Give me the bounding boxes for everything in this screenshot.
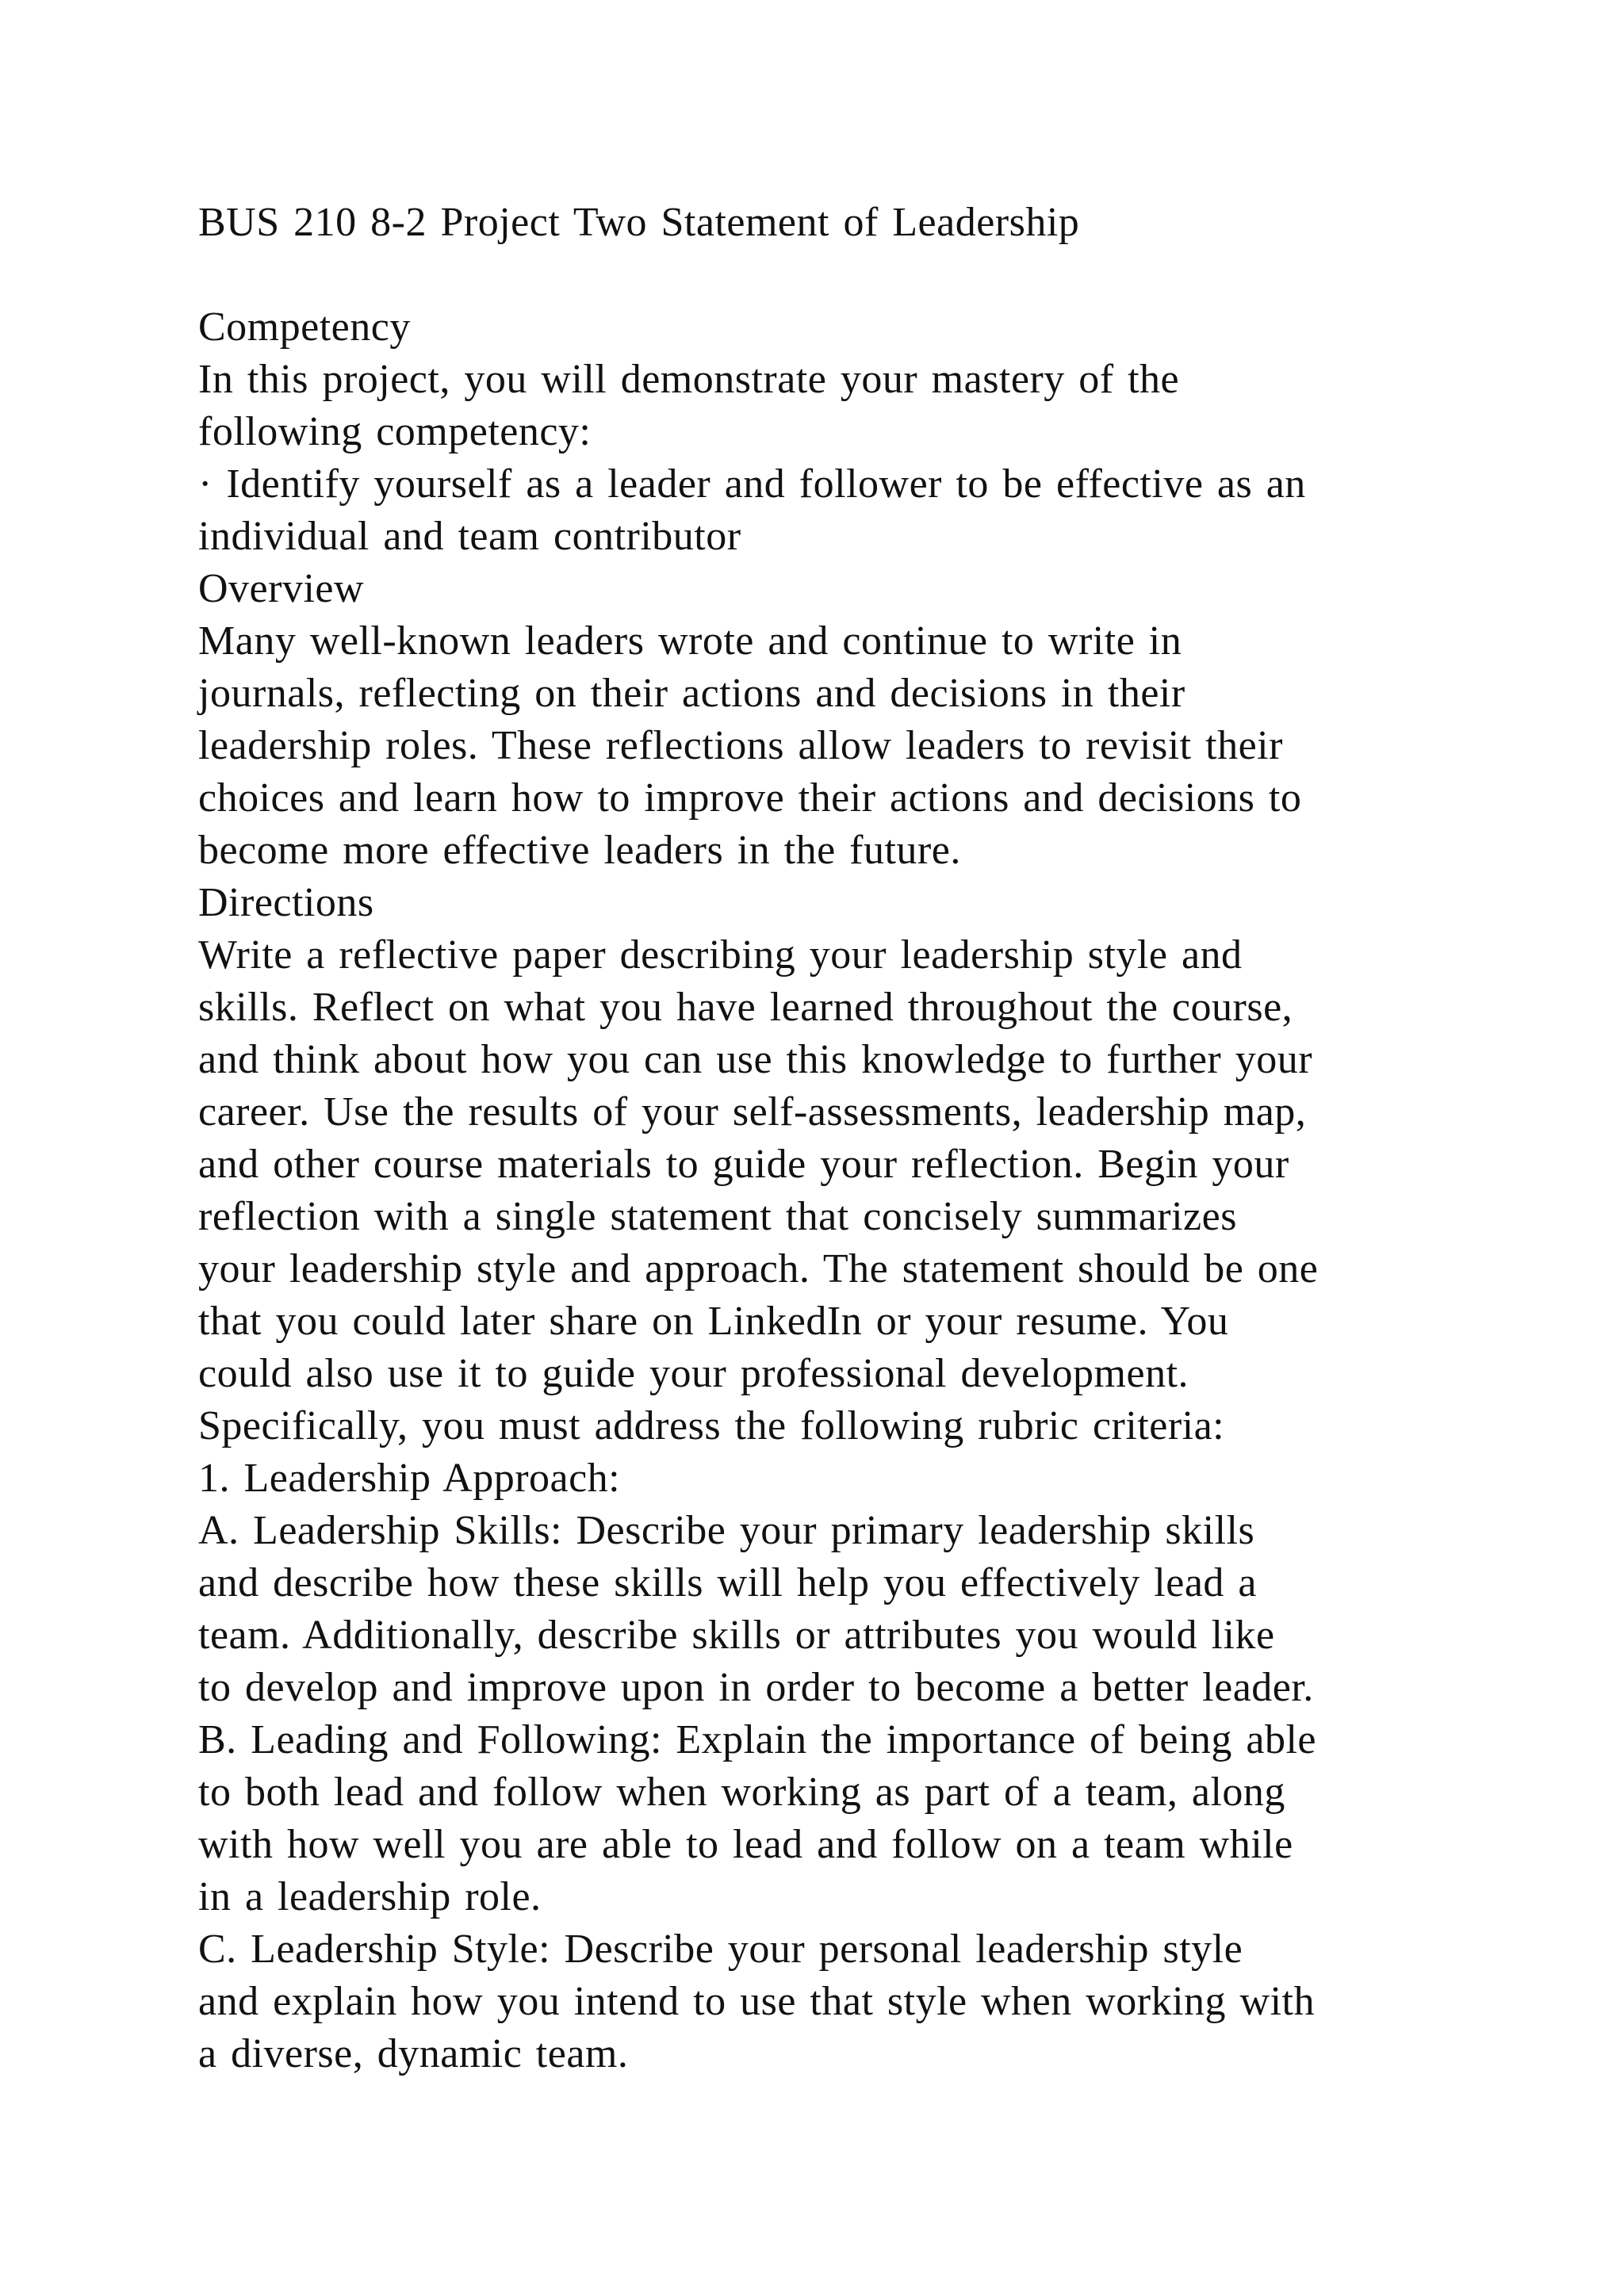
text-line: with how well you are able to lead and follow on a team while [198, 1822, 1293, 1867]
text-line: your leadership style and approach. The statement should be one [198, 1246, 1319, 1292]
text-line: and other course materials to guide your reflection. Begin your [198, 1142, 1289, 1187]
text-line: team. Additionally, describe skills or attributes you would like [198, 1613, 1275, 1658]
text-line: to both lead and follow when working as part of a team, along [198, 1770, 1285, 1815]
text-line: Many well-known leaders wrote and continue to write in [198, 618, 1182, 664]
text-line: Write a reflective paper describing your leadership style and [198, 932, 1243, 978]
text-line: could also use it to guide your professional development. [198, 1351, 1189, 1396]
text-line: career. Use the results of your self-assessments, leadership map, [198, 1089, 1307, 1135]
text-line: to develop and improve upon in order to become a better leader. [198, 1665, 1314, 1710]
text-line: and explain how you intend to use that style when working with [198, 1979, 1316, 2024]
heading-competency: Competency [198, 304, 411, 350]
criterion-a: A. Leadership Skills: Describe your primary leadership skills [198, 1508, 1255, 1553]
text-line: journals, reflecting on their actions and decisions in their [198, 671, 1185, 716]
heading-directions: Directions [198, 880, 374, 925]
list-heading: 1. Leadership Approach: [198, 1456, 621, 1501]
text-line: skills. Reflect on what you have learned throughout the course, [198, 985, 1293, 1030]
text-line: become more effective leaders in the future. [198, 828, 961, 873]
document-title: BUS 210 8-2 Project Two Statement of Leadership [198, 200, 1080, 245]
text-line: individual and team contributor [198, 514, 741, 559]
text-line: and think about how you can use this knowledge to further your [198, 1037, 1313, 1082]
text-line: choices and learn how to improve their actions and decisions to [198, 775, 1302, 821]
text-line: in a leadership role. [198, 1874, 542, 1919]
text-line: and describe how these skills will help you effectively lead a [198, 1560, 1257, 1605]
bullet-line: · Identify yourself as a leader and follower to be effective as an [198, 461, 1306, 507]
heading-overview: Overview [198, 566, 365, 611]
text-line: Specifically, you must address the following rubric criteria: [198, 1403, 1225, 1448]
text-line: In this project, you will demonstrate your mastery of the [198, 357, 1180, 402]
text-line: following competency: [198, 409, 592, 454]
criterion-b: B. Leading and Following: Explain the importance of being able [198, 1717, 1317, 1762]
text-line: reflection with a single statement that concisely summarizes [198, 1194, 1237, 1239]
text-line: leadership roles. These reflections allow leaders to revisit their [198, 723, 1283, 768]
criterion-c: C. Leadership Style: Describe your personal leadership style [198, 1927, 1243, 1972]
text-line: that you could later share on LinkedIn or your resume. You [198, 1299, 1229, 1344]
text-line: a diverse, dynamic team. [198, 2031, 629, 2076]
